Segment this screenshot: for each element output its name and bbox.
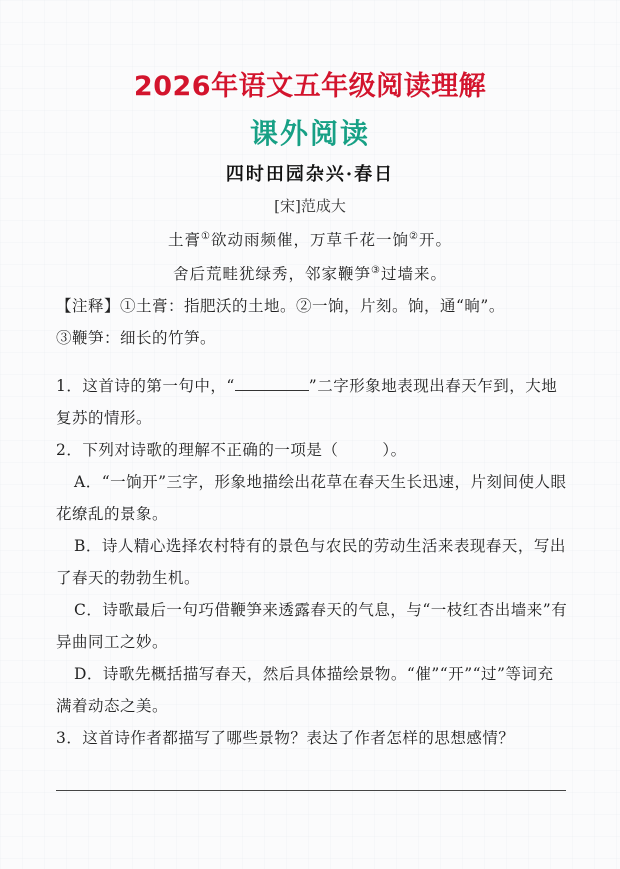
question-1-text-before: 1．这首诗的第一句中，“ (56, 377, 235, 395)
question-1-answer-blank[interactable] (235, 376, 309, 391)
poem-line-2-part-a: 舍后荒畦犹绿秀，邻家鞭笋 (173, 265, 372, 283)
question-1-text-after: ”二字形象地表现出春天乍到，大地复苏的情形。 (56, 377, 558, 427)
poem-author: [宋]范成大 (274, 197, 346, 215)
footnote-mark-3: ③ (371, 264, 381, 276)
poem-line-1-part-b: 欲动雨频催，万草千花一饷 (210, 231, 409, 249)
question-2-text-before: 2．下列对诗歌的理解不正确的一项是（ (56, 441, 339, 459)
poem-line-1 (0, 228, 620, 250)
footnote-mark-2: ② (409, 230, 419, 242)
annotation-line-2: ③鞭笋：细长的竹笋。 (56, 329, 217, 347)
option-a: A．“一饷开”三字，形象地描绘出花草在春天生长迅速，片刻间使人眼花缭乱的景象。 (56, 473, 567, 523)
annotation-block (56, 290, 568, 354)
main-title: 2026年语文五年级阅读理解 (133, 71, 487, 102)
annotation-line-1: 【注释】①土膏：指肥沃的土地。②一饷，片刻。饷，通“晌”。 (56, 297, 505, 315)
poem-line-2 (0, 262, 620, 284)
option-d: D．诗歌先概括描写春天，然后具体描绘景物。“催”“开”“过”等词充满着动态之美。 (56, 665, 554, 715)
poem-line-1-part-c: 开。 (418, 231, 452, 249)
question-1 (56, 370, 568, 434)
question-2-text-after: ）。 (382, 441, 407, 459)
poem-title: 四时田园杂兴·春日 (225, 164, 395, 185)
questions-block (56, 370, 568, 754)
question-3-answer-line[interactable] (56, 790, 566, 791)
footnote-mark-1: ① (201, 230, 211, 242)
question-2 (56, 434, 568, 466)
question-3: 3．这首诗作者都描写了哪些景物？表达了作者怎样的思想感情？ (56, 729, 515, 747)
option-c: C．诗歌最后一句巧借鞭笋来透露春天的气息，与“一枝红杏出墙来”有异曲同工之妙。 (56, 601, 568, 651)
section-title: 课外阅读 (249, 117, 370, 150)
poem-line-2-part-b: 过墙来。 (380, 265, 447, 283)
option-b: B．诗人精心选择农村特有的景色与农民的劳动生活来表现春天，写出了春天的勃勃生机。 (56, 537, 566, 587)
poem-line-1-part-a: 土膏 (168, 231, 202, 249)
